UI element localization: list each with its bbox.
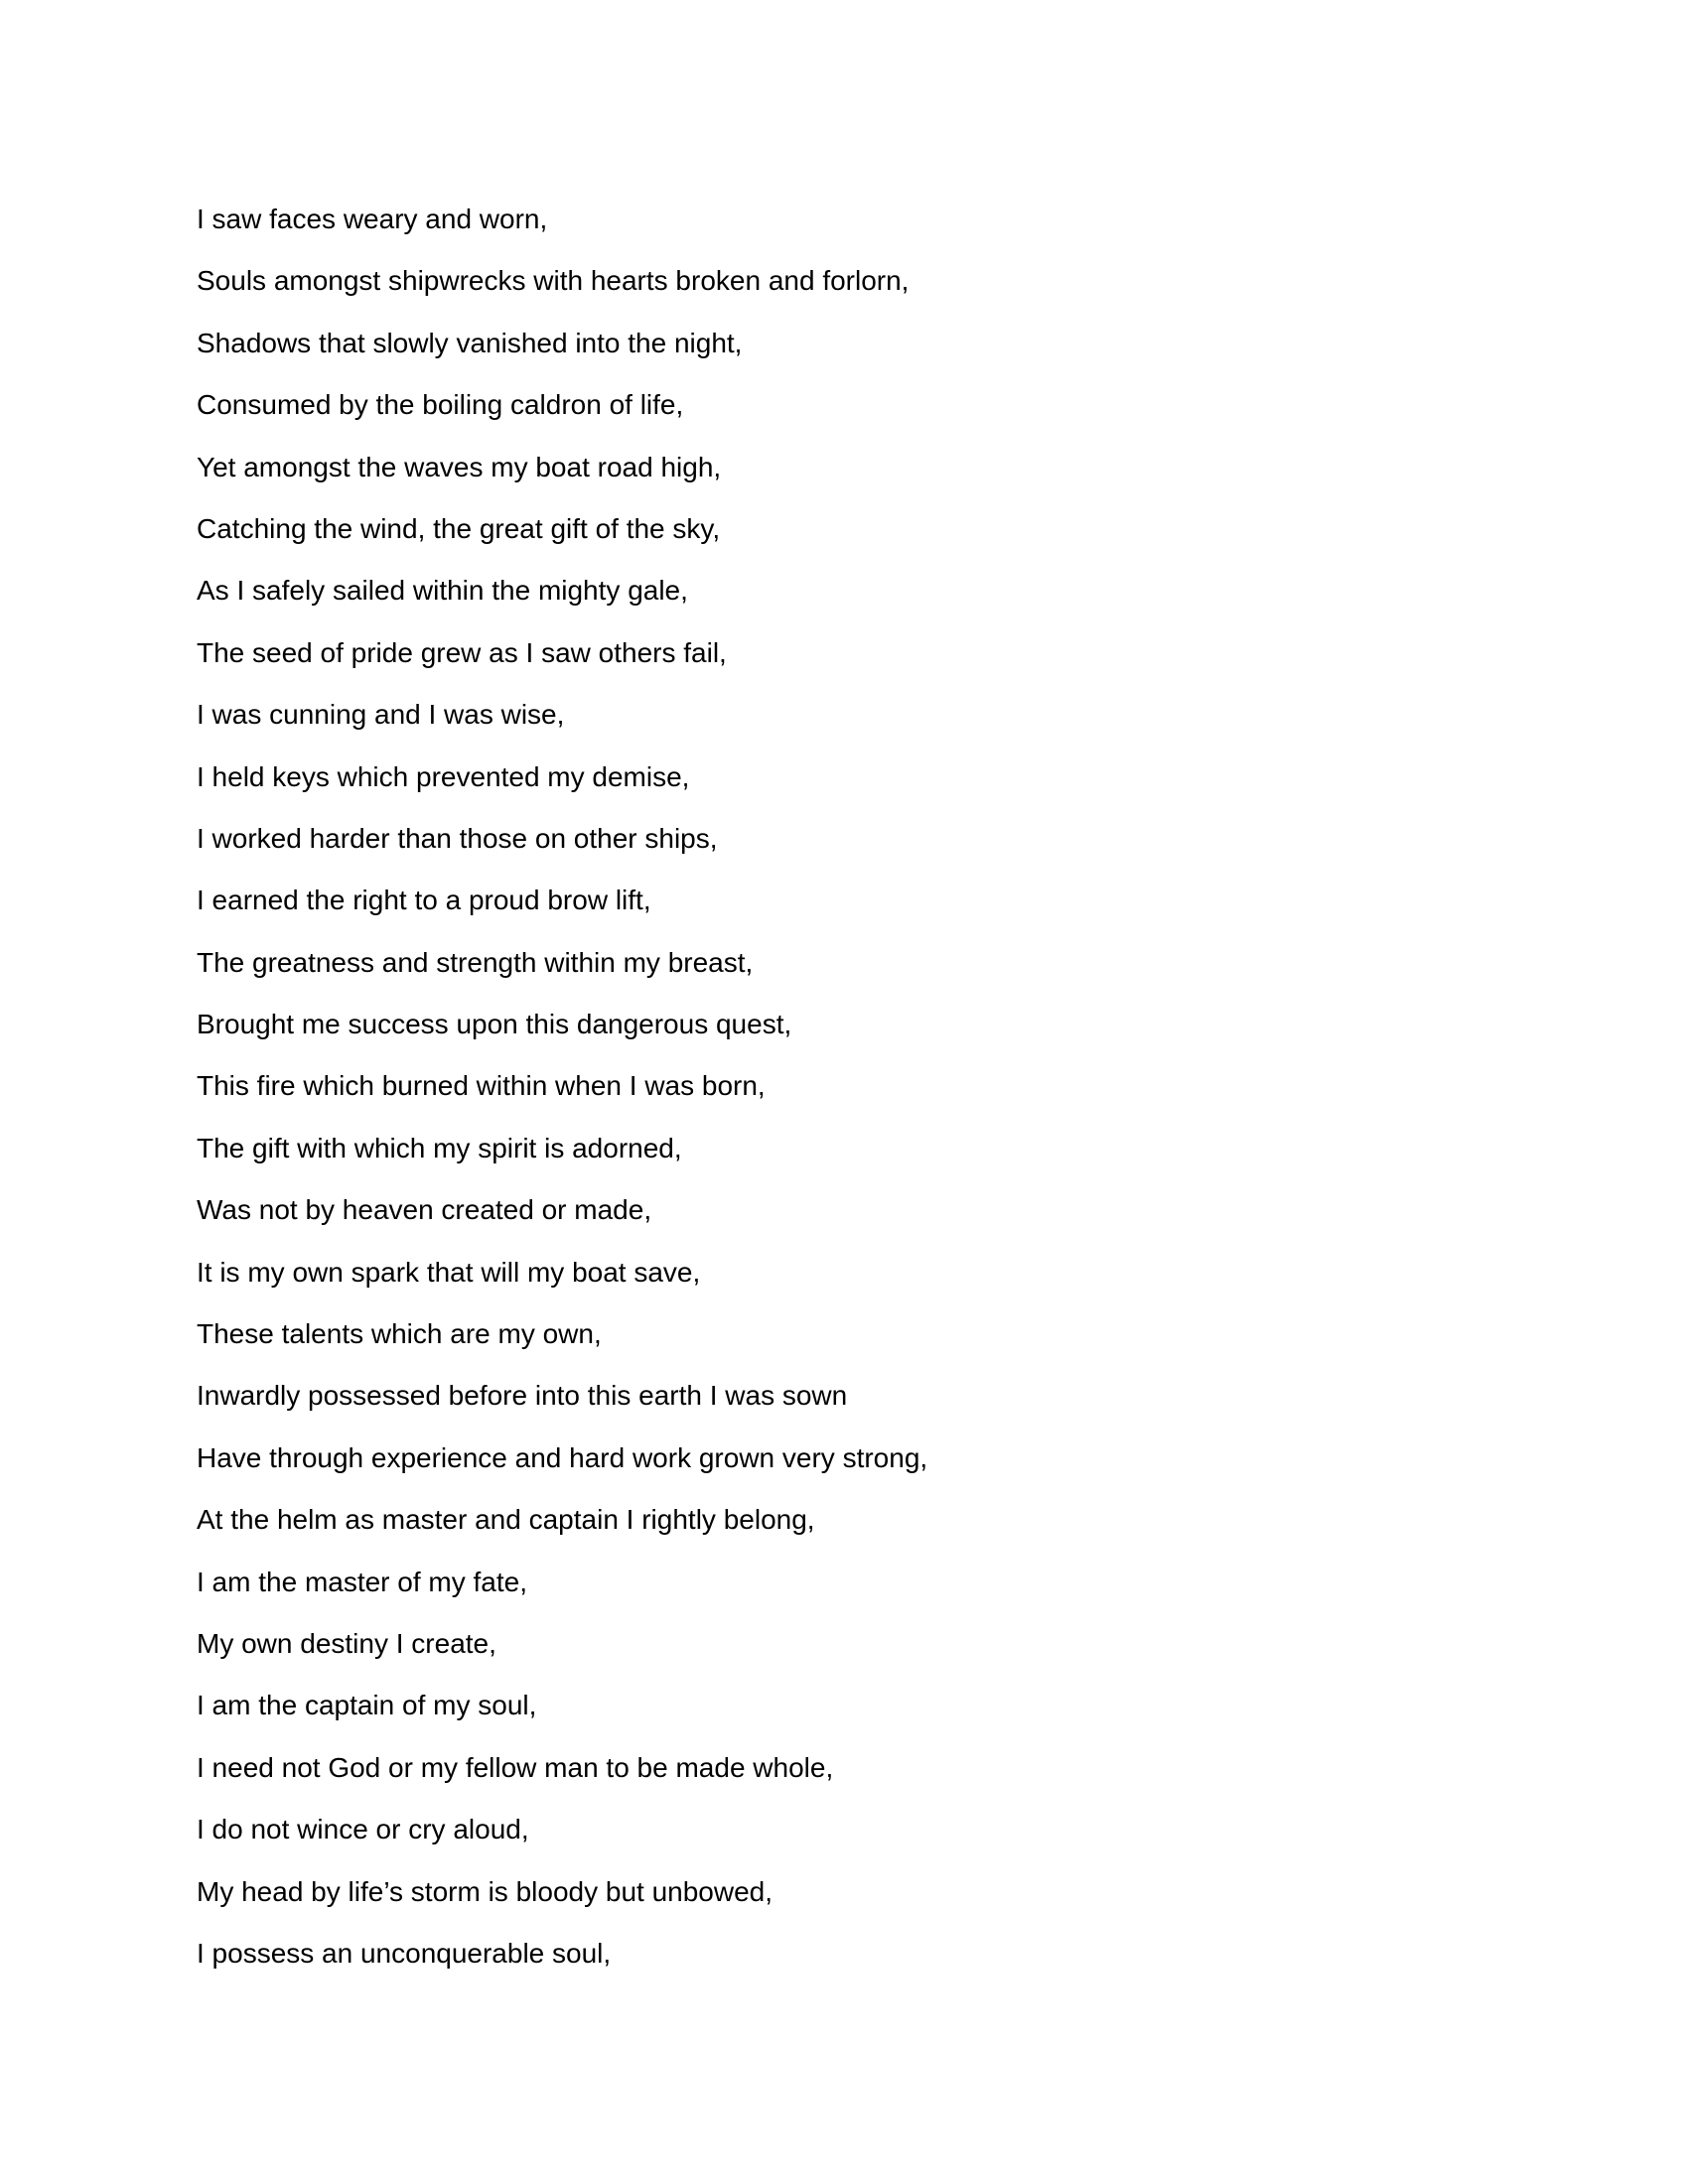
poem-line: I am the captain of my soul, — [197, 1690, 537, 1721]
poem-line: Brought me success upon this dangerous quest, — [197, 1009, 792, 1040]
poem-line: My head by life’s storm is bloody but unbowed, — [197, 1875, 774, 1907]
poem-line: Souls amongst shipwrecks with hearts broken and forlorn, — [197, 265, 910, 297]
poem-line: Yet amongst the waves my boat road high, — [197, 451, 722, 482]
poem-line: The gift with which my spirit is adorned, — [197, 1132, 682, 1163]
poem-line: Catching the wind, the great gift of the sky, — [197, 512, 721, 544]
poem-line: Have through experience and hard work grown very strong, — [197, 1441, 928, 1473]
poem-line: My own destiny I create, — [197, 1627, 496, 1659]
poem-line: I earned the right to a proud brow lift, — [197, 885, 651, 916]
poem-line: Shadows that slowly vanished into the night, — [197, 327, 743, 358]
poem-line: The seed of pride grew as I saw others fail, — [197, 636, 727, 668]
poem-line: I worked harder than those on other ships, — [197, 822, 718, 854]
poem-line: I held keys which prevented my demise, — [197, 760, 690, 792]
poem-line: I possess an unconquerable soul, — [197, 1937, 612, 1969]
poem-line: At the helm as master and captain I rightly belong, — [197, 1504, 815, 1536]
poem-line: Inwardly possessed before into this earth I was sown — [197, 1380, 848, 1412]
poem-line: These talents which are my own, — [197, 1318, 602, 1350]
poem-line: I do not wince or cry aloud, — [197, 1814, 529, 1845]
poem-line: Consumed by the boiling caldron of life, — [197, 389, 684, 421]
poem-line: I was cunning and I was wise, — [197, 699, 565, 731]
poem-line: I need not God or my fellow man to be made whole, — [197, 1751, 834, 1783]
poem-line: I am the master of my fate, — [197, 1566, 528, 1597]
poem-body — [197, 196, 927, 1991]
poem-line: The greatness and strength within my breast, — [197, 946, 754, 978]
poem-line: It is my own spark that will my boat save, — [197, 1256, 701, 1288]
poem-line: This fire which burned within when I was born, — [197, 1070, 766, 1102]
poem-line: I saw faces weary and worn, — [197, 204, 548, 234]
poem-line: As I safely sailed within the mighty gale, — [197, 575, 688, 607]
poem-line: Was not by heaven created or made, — [197, 1194, 652, 1226]
